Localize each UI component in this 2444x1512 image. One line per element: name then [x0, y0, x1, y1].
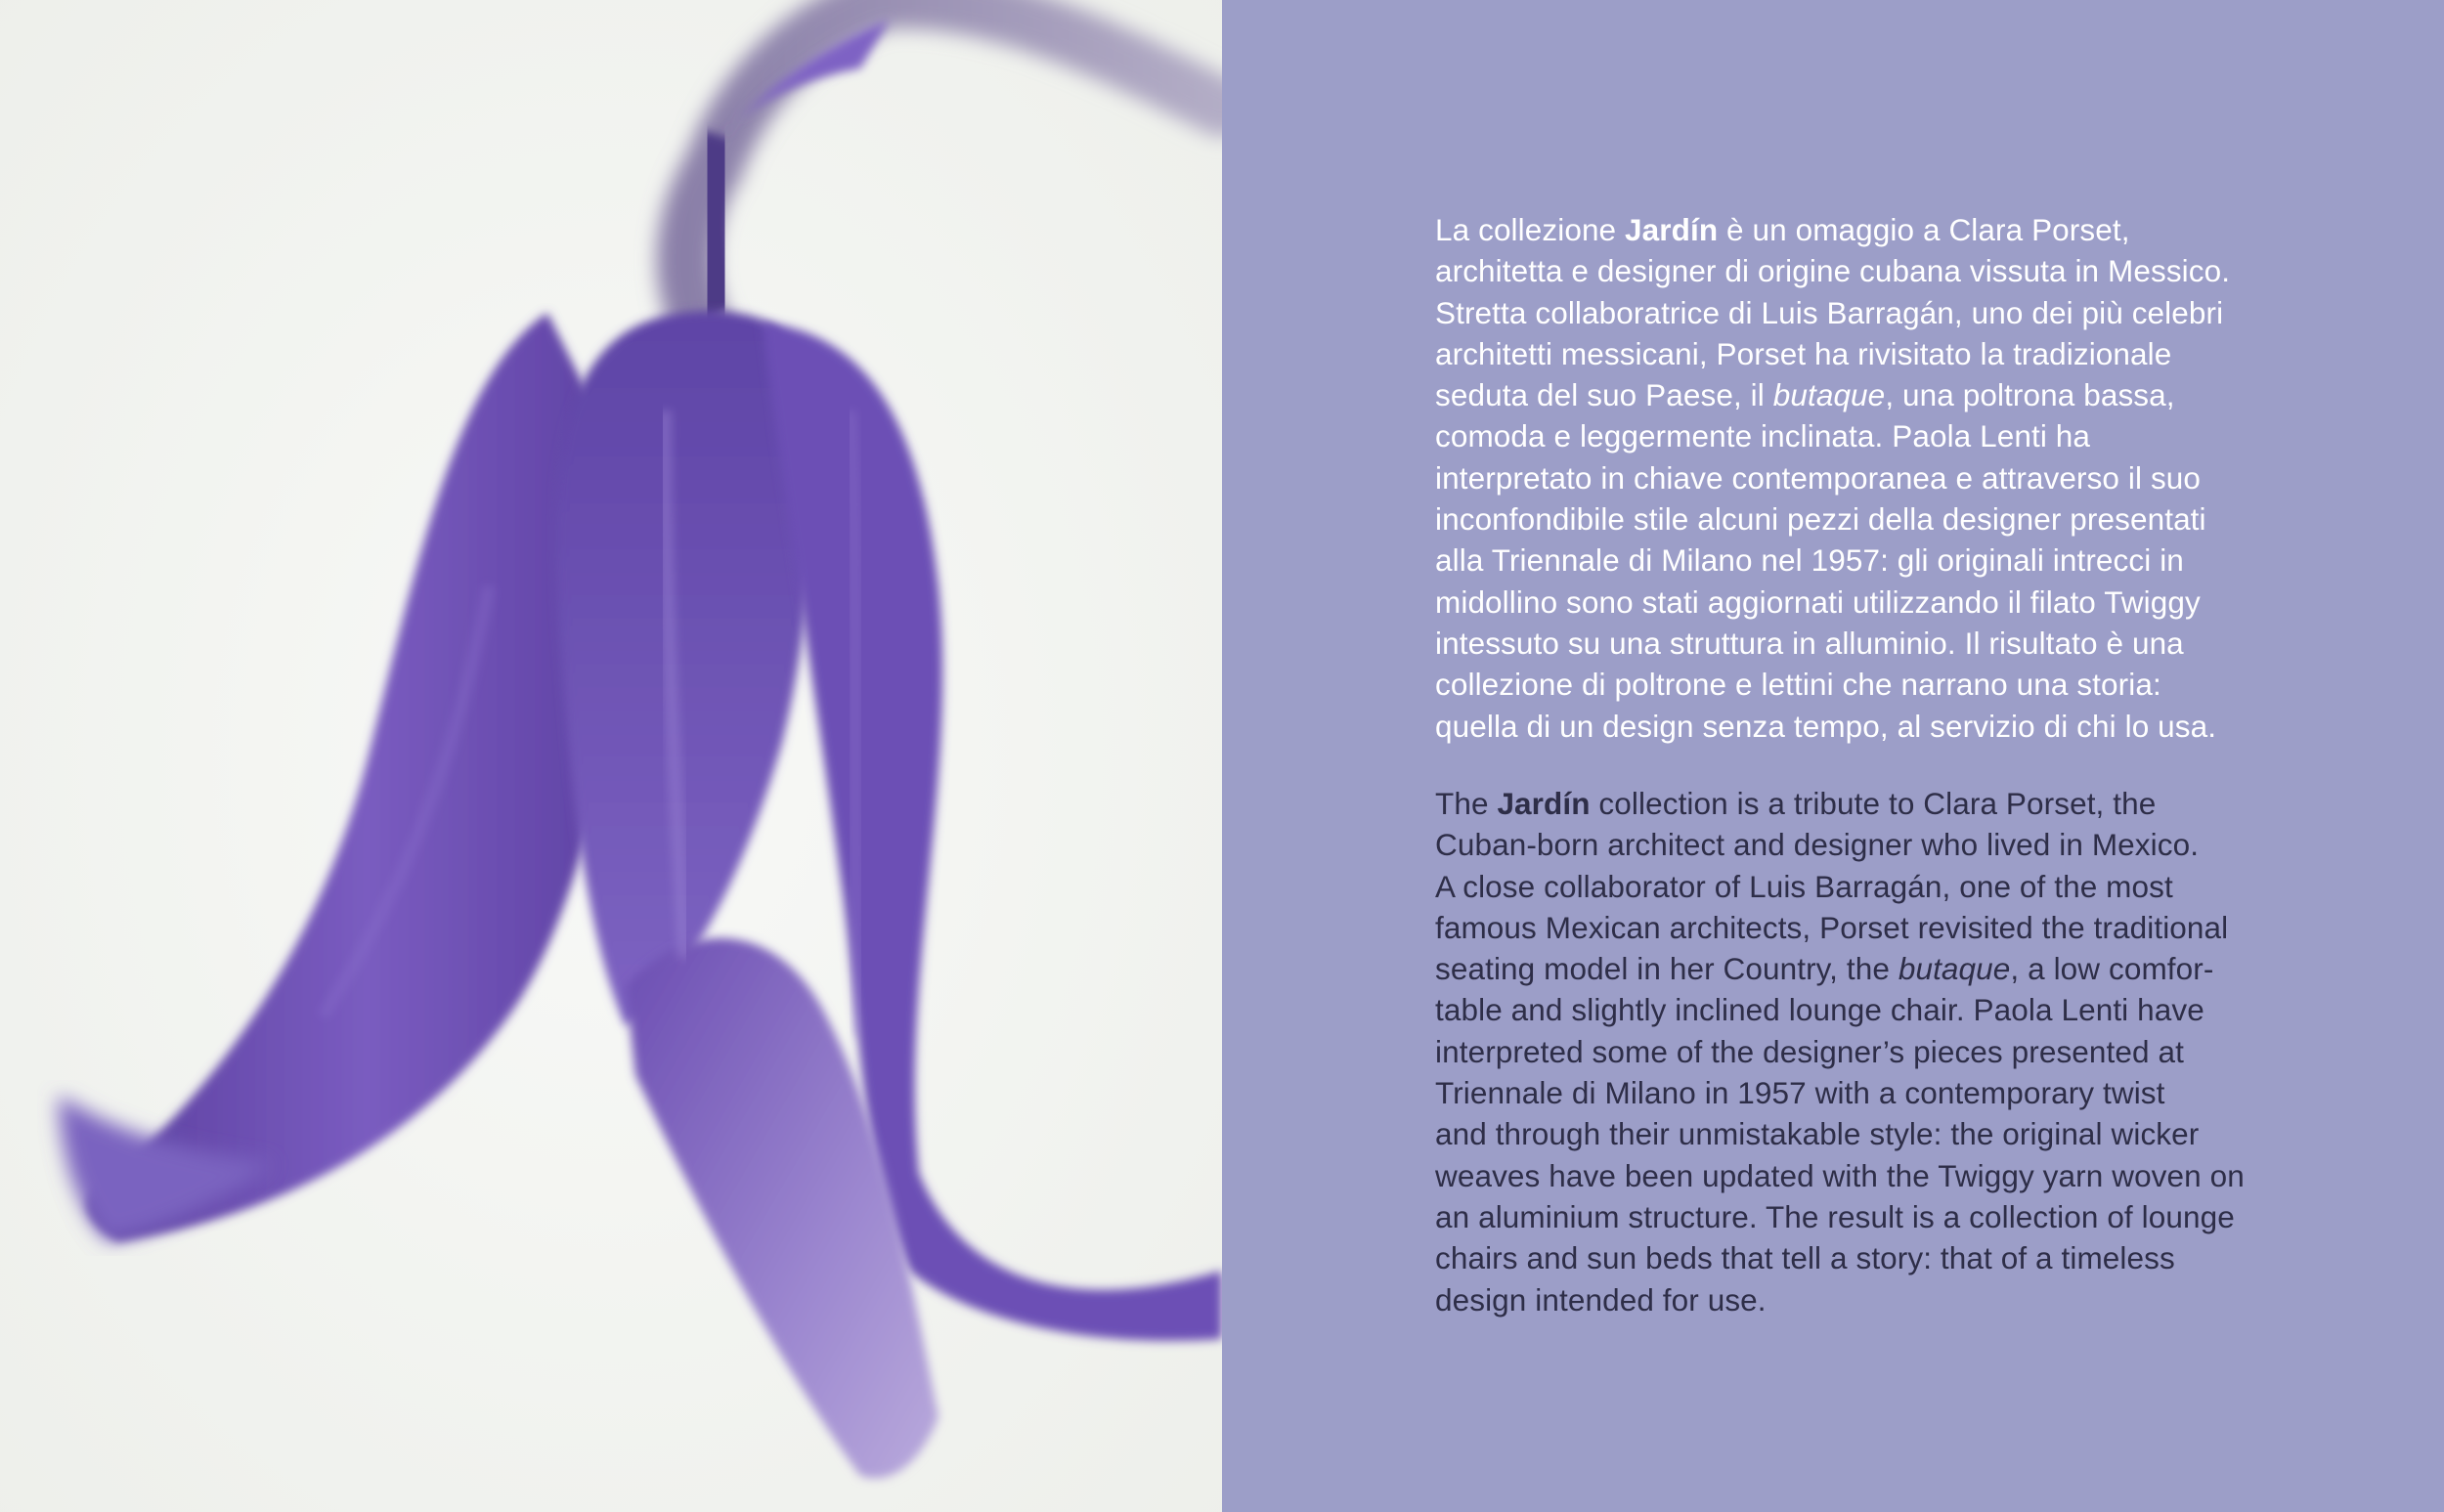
italian-line: architetta e designer di origine cubana vissuta in Messico. — [1435, 253, 2231, 289]
italian-line: architetti messicani, Porset ha rivisitato la tradizionale — [1435, 335, 2172, 371]
italian-line: inconfondibile stile alcuni pezzi della designer presentati — [1435, 501, 2206, 538]
text-panel — [1222, 0, 2444, 1512]
italian-line: alla Triennale di Milano nel 1957: gli originali intrecci in — [1435, 542, 2184, 579]
english-line: A close collaborator of Luis Barragán, one of the most — [1435, 868, 2173, 904]
english-line: The Jardín collection is a tribute to Clara Porset, the — [1435, 786, 2157, 821]
italian-line: interpretato in chiave contemporanea e attraverso il suo — [1435, 459, 2202, 496]
english-description — [1435, 783, 2374, 1320]
collection-name: Jardín — [1497, 786, 1591, 821]
italian-line: comoda e leggermente inclinata. Paola Lenti ha — [1435, 418, 2091, 454]
english-line: table and slightly inclined lounge chair. Paola Lenti have — [1435, 992, 2204, 1028]
english-line: interpreted some of the designer’s pieces presented at — [1435, 1033, 2184, 1069]
english-line: chairs and sun beds that tell a story: that of a timeless — [1435, 1240, 2175, 1276]
english-line: and through their unmistakable style: the original wicker — [1435, 1116, 2200, 1152]
italian-line: Stretta collaboratrice di Luis Barragán, uno dei più celebri — [1435, 294, 2224, 330]
butaque-term: butaque — [1772, 377, 1886, 413]
english-line: seating model in her Country, the butaque, a low comfor- — [1435, 951, 2214, 987]
italian-line: seduta del suo Paese, il butaque, una poltrona bassa, — [1435, 377, 2175, 413]
italian-line: collezione di poltrone e lettini che narrano una storia: — [1435, 667, 2161, 703]
italian-line: La collezione Jardín è un omaggio a Clara Porset, — [1435, 212, 2130, 247]
italian-line: quella di un design senza tempo, al servizio di chi lo usa. — [1435, 708, 2217, 744]
butaque-term: butaque — [1898, 951, 2011, 987]
english-line: Triennale di Milano in 1957 with a contemporary twist — [1435, 1075, 2165, 1111]
english-line: famous Mexican architects, Porset revisited the traditional — [1435, 909, 2229, 945]
english-line: design intended for use. — [1435, 1281, 1767, 1318]
english-line: Cuban-born architect and designer who lived in Mexico. — [1435, 827, 2200, 863]
collection-name: Jardín — [1625, 212, 1719, 247]
italian-line: intessuto su una struttura in alluminio. Il risultato è una — [1435, 625, 2184, 661]
italian-line: midollino sono stati aggiornati utilizzando il filato Twiggy — [1435, 583, 2201, 620]
italian-description — [1435, 209, 2374, 747]
english-line: an aluminium structure. The result is a collection of lounge — [1435, 1198, 2235, 1234]
english-line: weaves have been updated with the Twiggy yarn woven on — [1435, 1157, 2245, 1193]
